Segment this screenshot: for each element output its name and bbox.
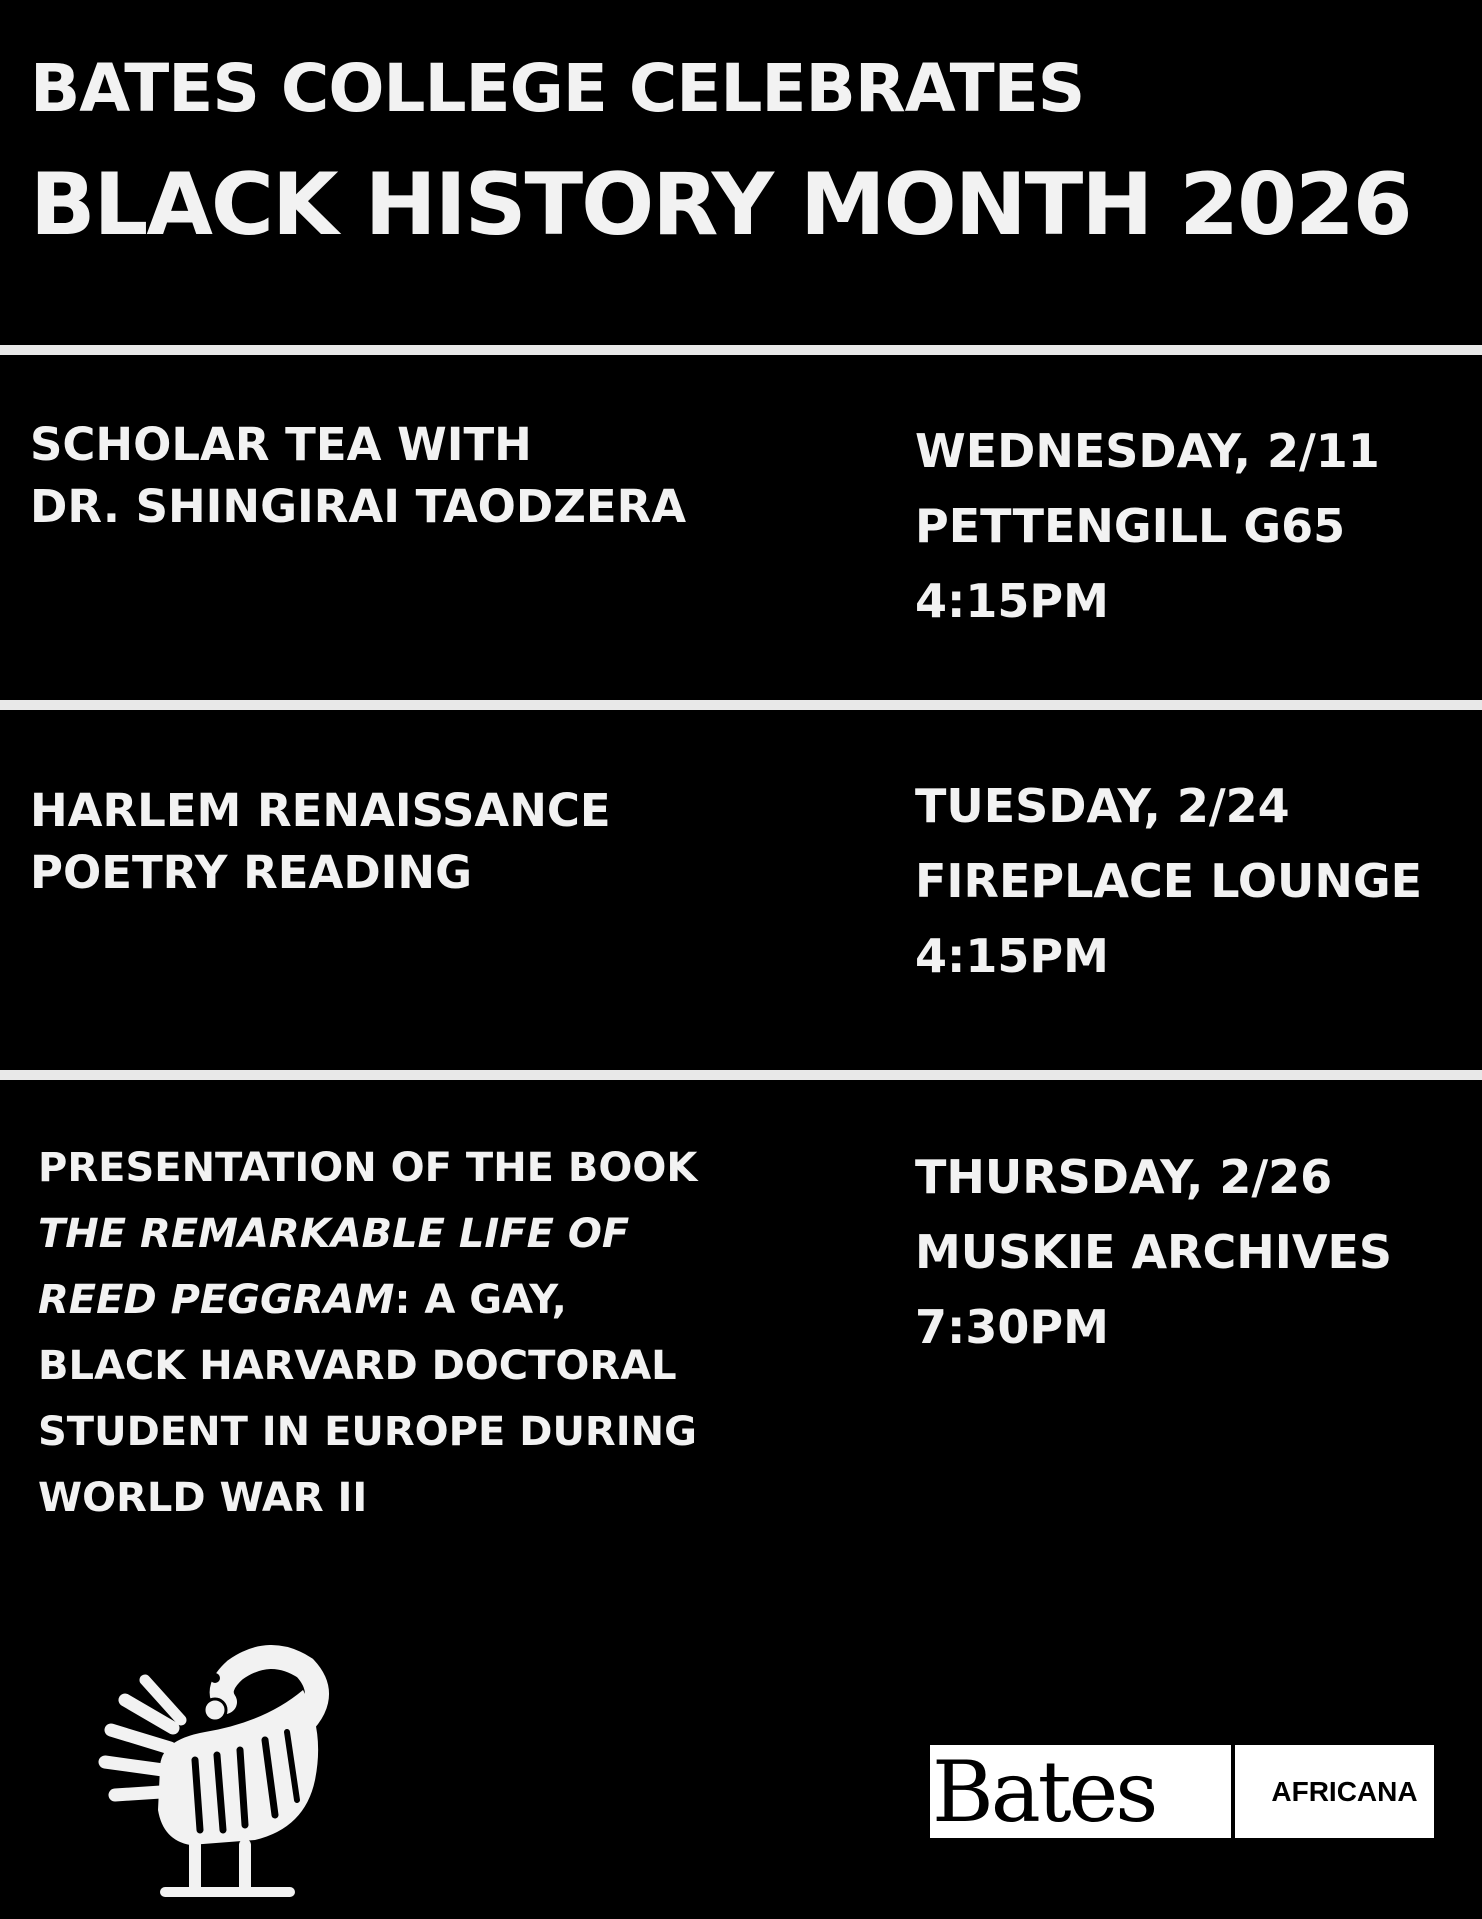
event-2-day: TUESDAY, 2/24 [915,779,1290,833]
divider [0,700,1482,710]
divider [0,345,1482,355]
event-3-details [915,1140,1392,1365]
event-3-day: THURSDAY, 2/26 [915,1150,1333,1204]
event-3-title [38,1135,697,1531]
event-2-title-line: POETRY READING [30,846,473,899]
event-2-details [915,769,1422,994]
event-1-location: PETTENGILL G65 [915,499,1346,553]
event-3-location: MUSKIE ARCHIVES [915,1225,1393,1279]
event-1-title [30,414,686,538]
header-title-line2: BLACK HISTORY MONTH 2026 [30,155,1411,255]
event-1-time: 4:15PM [915,574,1109,628]
header-title-line1: BATES COLLEGE CELEBRATES [30,50,1085,127]
event-2-title [30,780,611,904]
event-1-day: WEDNESDAY, 2/11 [915,424,1380,478]
event-2-time: 4:15PM [915,929,1109,983]
sankofa-bird-icon [65,1640,345,1905]
event-1-title-line: DR. SHINGIRAI TAODZERA [30,480,687,533]
event-1-details [915,414,1380,639]
event-3-intro: PRESENTATION OF THE BOOK [38,1145,698,1191]
africana-label: AFRICANA [1271,1776,1418,1807]
event-3-book-title: THE REMARKABLE LIFE OF [38,1211,630,1257]
event-3-subtitle-line: WORLD WAR II [38,1475,368,1521]
divider [0,1070,1482,1080]
event-2-title-line: HARLEM RENAISSANCE [30,784,611,837]
bates-africana-logo [930,1745,1434,1838]
event-2-location: FIREPLACE LOUNGE [915,854,1423,908]
event-3-book-title: REED PEGGRAM [38,1277,395,1323]
bates-wordmark: Bates [930,1745,1235,1838]
event-3-subtitle-line: BLACK HARVARD DOCTORAL [38,1343,677,1389]
event-3-subtitle-line: STUDENT IN EUROPE DURING [38,1409,697,1455]
event-3-time: 7:30PM [915,1300,1109,1354]
event-3-subtitle: : A GAY, [394,1277,567,1323]
event-1-title-line: SCHOLAR TEA WITH [30,418,532,471]
